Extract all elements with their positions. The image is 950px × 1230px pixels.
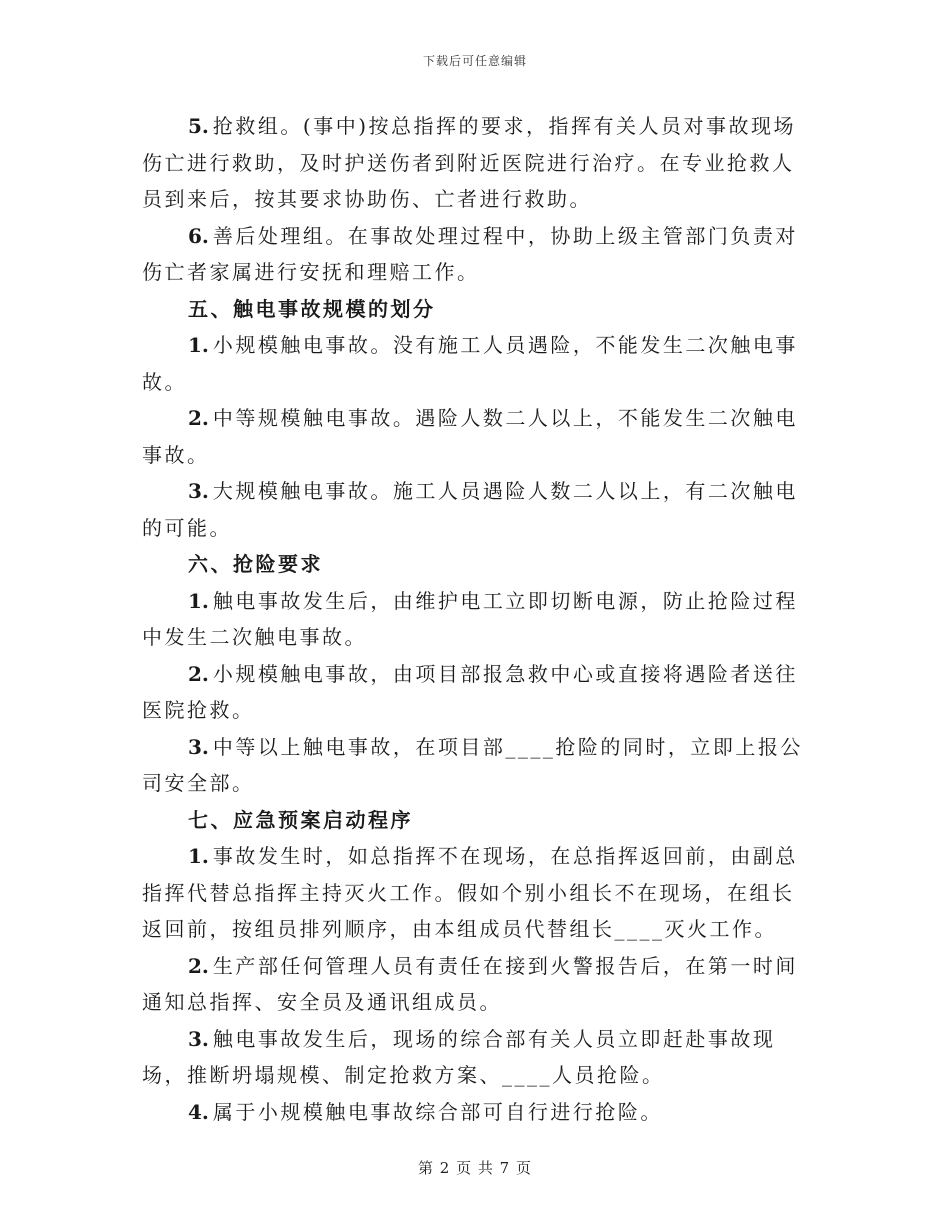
- item-number: 3.: [188, 1026, 209, 1051]
- paragraph-text: 事故发生时，如总指挥不在现场，在总指挥返回前，由副总指挥代替总指挥主持灭火工作。假如个别小组长不在现场，在组长返回前，按组员排列顺序，由本组成员代替组长____灭火工作。: [142, 844, 798, 941]
- paragraph-small-rescue: [142, 656, 812, 729]
- item-number: 2.: [188, 406, 209, 430]
- document-body: [142, 108, 812, 1130]
- page-header: 下载后可任意编辑: [422, 54, 527, 68]
- paragraph-self-rescue: [142, 1094, 812, 1131]
- item-number: 3.: [188, 734, 209, 759]
- item-number: 2.: [188, 953, 209, 978]
- paragraph-small-scale: [142, 327, 812, 400]
- paragraph-large-scale: [142, 473, 812, 546]
- item-number: 3.: [188, 479, 209, 503]
- section-heading-rescue-requirements: 六、抢险要求: [188, 552, 323, 576]
- item-number: 1.: [188, 588, 209, 613]
- item-number: 5.: [188, 114, 209, 138]
- paragraph-commander-absent: [142, 838, 812, 948]
- paragraph-text: 善后处理组。在事故处理过程中，协助上级主管部门负责对伤亡者家属进行安抚和理赔工作。: [142, 223, 798, 284]
- paragraph-text: 小规模触电事故。没有施工人员遇险，不能发生二次触电事故。: [142, 333, 798, 394]
- paragraph-cut-power: [142, 583, 812, 656]
- item-number: 4.: [188, 1099, 209, 1124]
- paragraph-site-response: [142, 1021, 812, 1094]
- paragraph-text: 小规模触电事故，由项目部报急救中心或直接将遇险者送往医院抢救。: [142, 661, 798, 722]
- paragraph-medium-rescue: [142, 729, 812, 802]
- section-heading-activation: 七、应急预案启动程序: [188, 807, 413, 832]
- paragraph-text: 触电事故发生后，由维护电工立即切断电源，防止抢险过程中发生二次触电事故。: [142, 588, 798, 649]
- paragraph-text: 属于小规模触电事故综合部可自行进行抢险。: [212, 1099, 663, 1124]
- item-number: 1.: [188, 844, 209, 868]
- item-number: 2.: [188, 661, 209, 686]
- paragraph-text: 中等以上触电事故，在项目部____抢险的同时，立即上报公司安全部。: [142, 734, 803, 795]
- item-number: 6.: [188, 223, 209, 248]
- paragraph-text: 触电事故发生后，现场的综合部有关人员立即赶赴事故现场，推断坍塌规模、制定抢救方案、____人员抢险。: [142, 1026, 776, 1087]
- paragraph-medium-scale: [142, 400, 812, 473]
- paragraph-rescue-group: [142, 108, 812, 218]
- paragraph-text: 大规模触电事故。施工人员遇险人数二人以上，有二次触电的可能。: [142, 479, 798, 540]
- paragraph-text: 抢救组。(事中)按总指挥的要求，指挥有关人员对事故现场伤亡进行救助，及时护送伤者到附近医院进行治疗。在专业抢救人员到来后，按其要求协助伤、亡者进行救助。: [142, 114, 796, 211]
- paragraph-aftermath-group: [142, 218, 812, 291]
- paragraph-notify: [142, 948, 812, 1021]
- page-number: 第 2 页 共 7 页: [418, 1159, 532, 1177]
- paragraph-text: 中等规模触电事故。遇险人数二人以上，不能发生二次触电事故。: [142, 406, 798, 467]
- paragraph-text: 生产部任何管理人员有责任在接到火警报告后，在第一时间通知总指挥、安全员及通讯组成员。: [142, 953, 798, 1014]
- section-heading-scale: 五、触电事故规模的划分: [188, 296, 436, 321]
- item-number: 1.: [188, 333, 209, 357]
